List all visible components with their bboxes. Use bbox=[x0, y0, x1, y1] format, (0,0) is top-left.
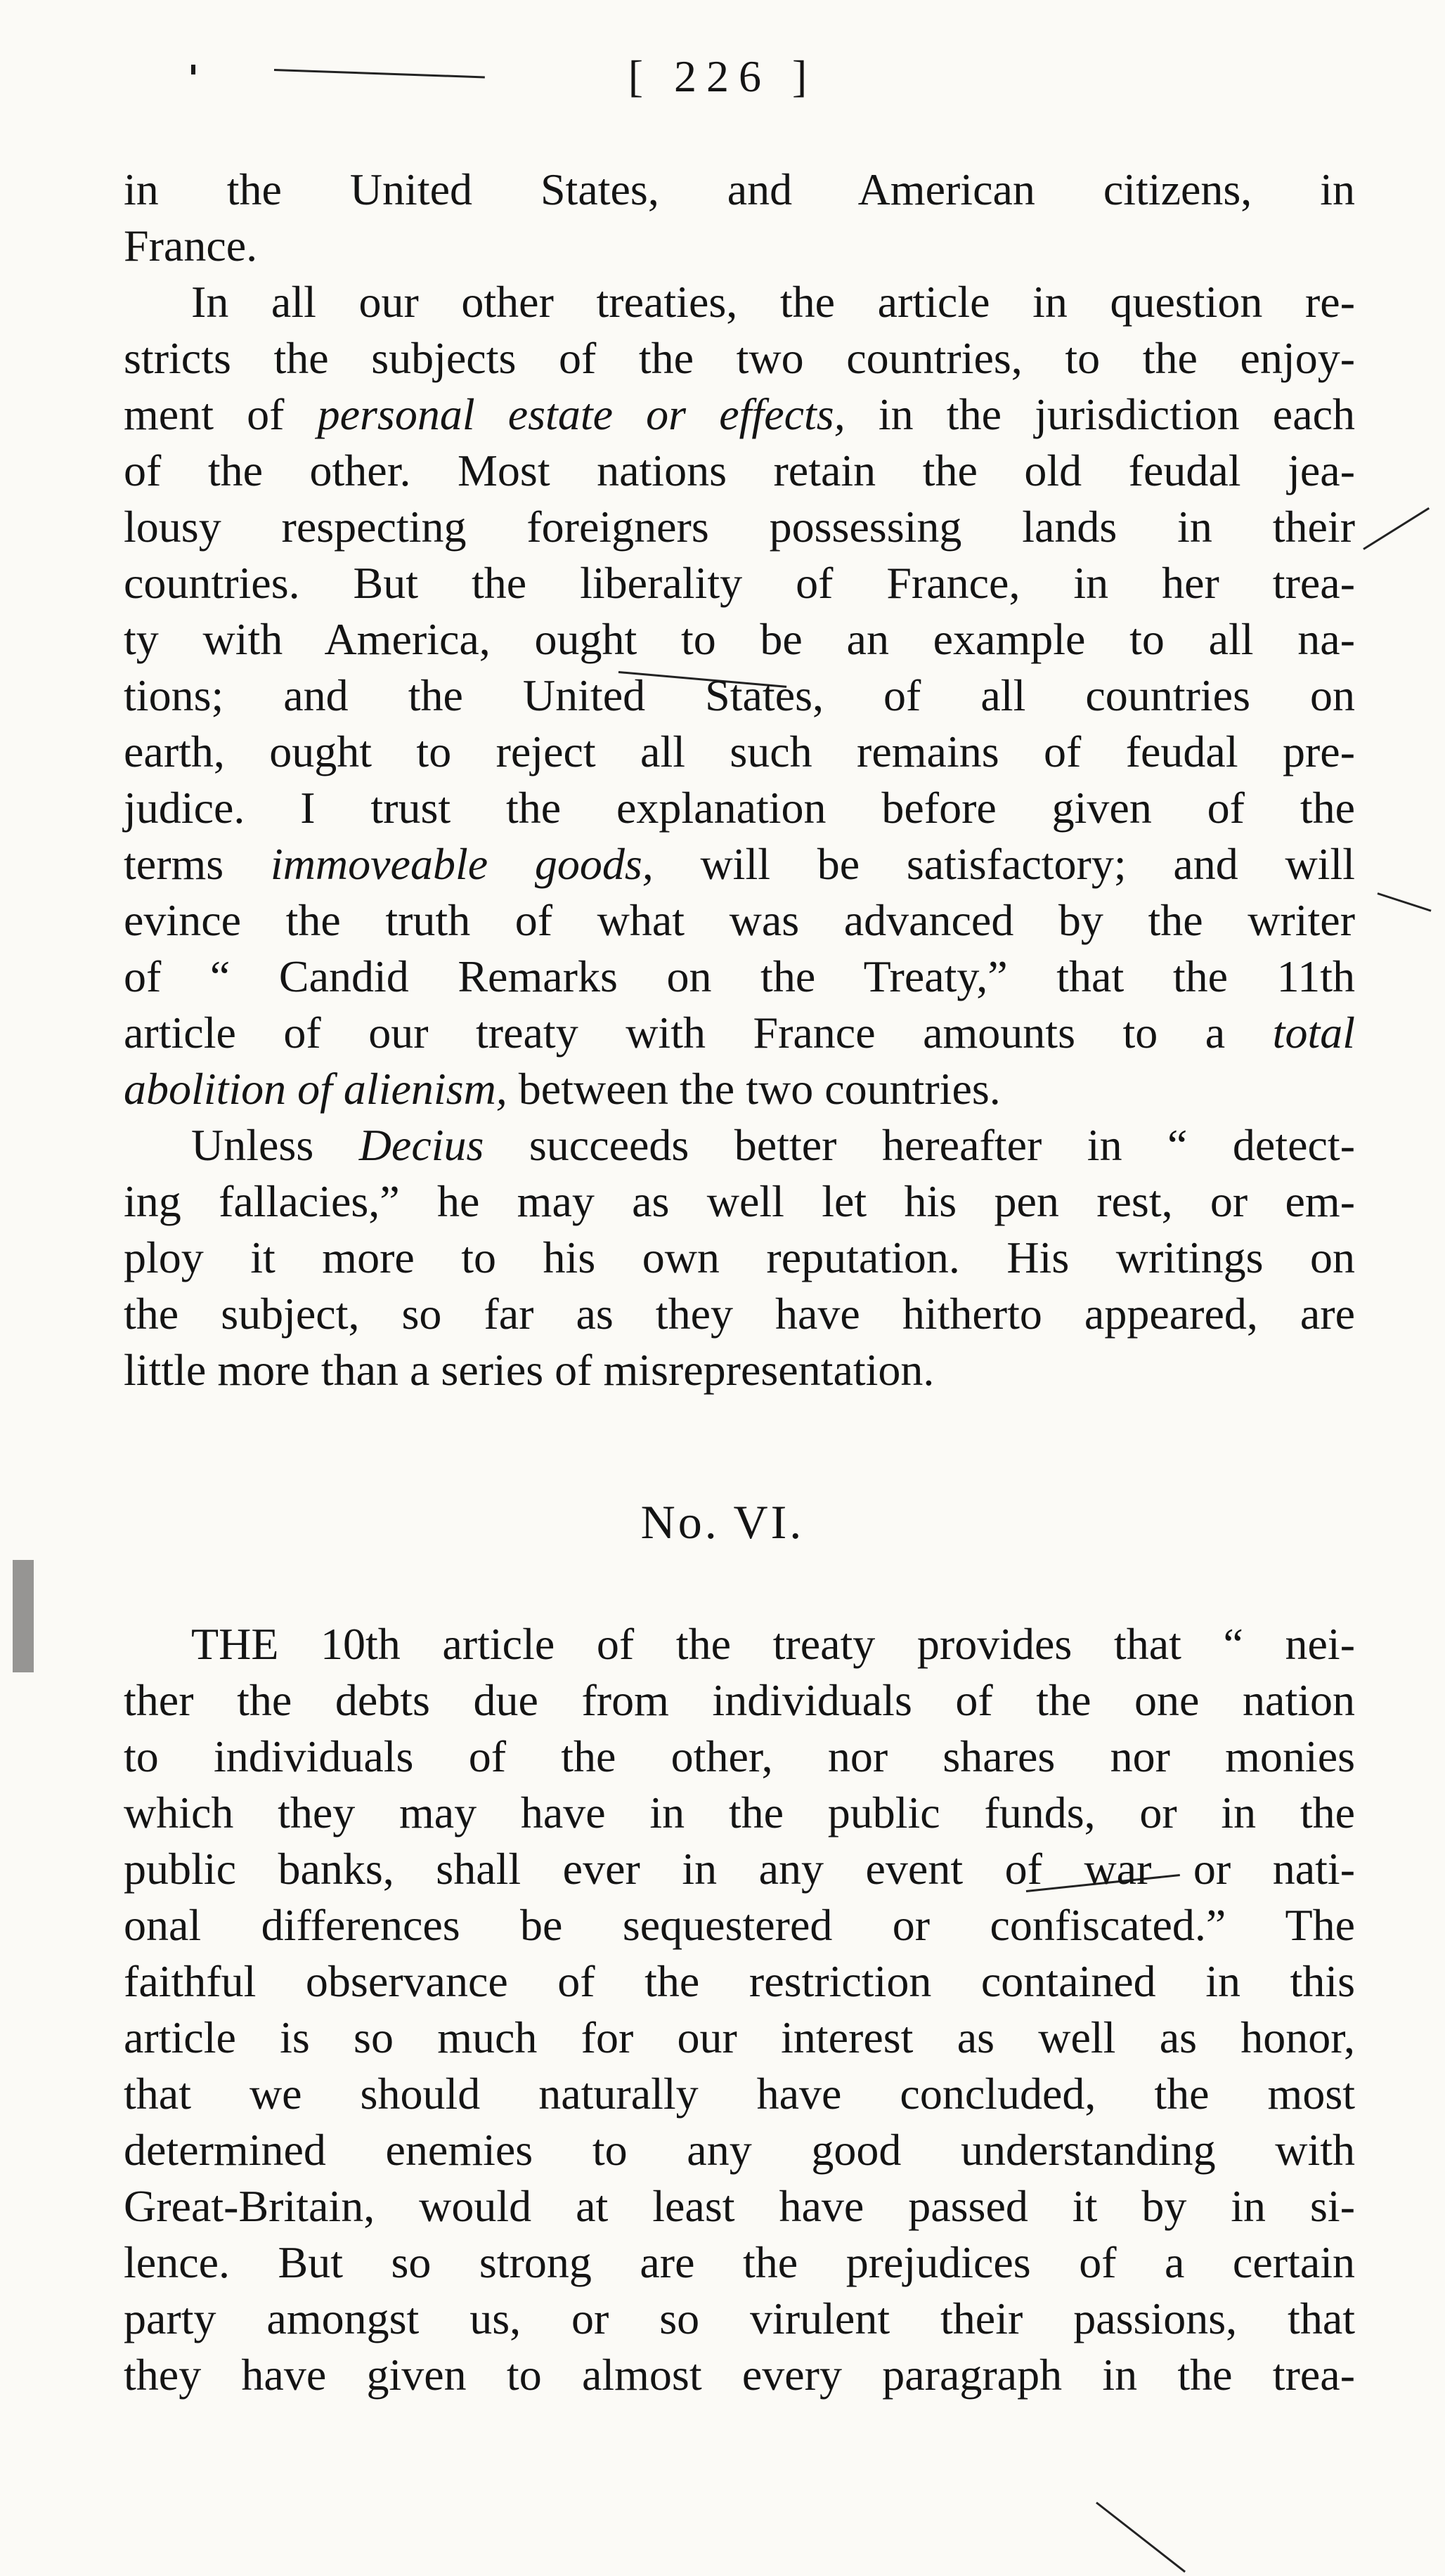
text-line: ploy it more to his own reputation. His writings on bbox=[124, 1232, 1355, 1282]
text-line: to individuals of the other, nor shares nor monies bbox=[124, 1731, 1355, 1781]
text-line: in the United States, and American citizens, in bbox=[124, 164, 1355, 214]
text-line: determined enemies to any good understanding with bbox=[124, 2125, 1355, 2175]
text-line: article of our treaty with France amounts to a total bbox=[124, 1008, 1355, 1058]
text-line: earth, ought to reject all such remains of feudal pre- bbox=[124, 727, 1355, 776]
text-line: terms immoveable goods, will be satisfactory; and will bbox=[124, 839, 1356, 889]
pen-stroke-right-2 bbox=[1378, 892, 1432, 912]
text-line: France. bbox=[124, 221, 258, 271]
section-heading: No. VI. bbox=[640, 1495, 805, 1549]
running-head: [ 226 ] bbox=[628, 51, 817, 101]
text-line: of the other. Most nations retain the old feudal jea- bbox=[124, 445, 1355, 495]
text-line: party amongst us, or so virulent their passions, that bbox=[124, 2294, 1355, 2343]
text-line: of “ Candid Remarks on the Treaty,” that the 11th bbox=[124, 951, 1355, 1001]
text-line: lence. But so strong are the prejudices of a certain bbox=[124, 2237, 1355, 2287]
text-line: In all our other treaties, the article in question re- bbox=[191, 277, 1355, 327]
text-line: little more than a series of misrepresentation. bbox=[124, 1345, 935, 1395]
pen-stroke-bottom bbox=[1096, 2502, 1186, 2572]
text-line: they have given to almost every paragraph in the trea- bbox=[124, 2350, 1355, 2400]
text-line: countries. But the liberality of France, in her trea- bbox=[124, 558, 1355, 608]
text-line: abolition of alienism, between the two countries. bbox=[124, 1064, 1001, 1114]
text-line: that we should naturally have concluded, the most bbox=[124, 2069, 1355, 2119]
text-line: onal differences be sequestered or confiscated.” The bbox=[124, 1900, 1355, 1950]
text-line: ment of personal estate or effects, in the jurisdiction each bbox=[124, 389, 1356, 439]
text-line: stricts the subjects of the two countries, to the enjoy- bbox=[124, 333, 1355, 383]
text-line: THE 10th article of the treaty provides that “ nei- bbox=[191, 1619, 1355, 1669]
text-line: Great-Britain, would at least have passed it by in si- bbox=[124, 2181, 1355, 2231]
text-line: article is so much for our interest as well as honor, bbox=[124, 2012, 1355, 2062]
text-line: Unless Decius succeeds better hereafter in “ detect- bbox=[191, 1120, 1356, 1170]
text-line: ing fallacies,” he may as well let his pen rest, or em- bbox=[124, 1176, 1355, 1226]
text-line: judice. I trust the explanation before given of the bbox=[124, 783, 1355, 833]
text-line: evince the truth of what was advanced by the writer bbox=[124, 895, 1355, 945]
text-line: ty with America, ought to be an example to all na- bbox=[124, 614, 1355, 664]
text-line: lousy respecting foreigners possessing lands in their bbox=[124, 502, 1355, 552]
pen-stroke-right-1 bbox=[1363, 507, 1430, 550]
text-line: which they may have in the public funds, or in the bbox=[124, 1788, 1355, 1837]
margin-speckle bbox=[13, 1560, 34, 1672]
text-line: the subject, so far as they have hitherto appeared, are bbox=[124, 1289, 1355, 1339]
text-line: public banks, shall ever in any event of war or nati- bbox=[124, 1844, 1355, 1894]
text-line: faithful observance of the restriction contained in this bbox=[124, 1956, 1355, 2006]
text-line: tions; and the United States, of all countries on bbox=[124, 670, 1355, 720]
text-line: ther the debts due from individuals of the one nation bbox=[124, 1675, 1355, 1725]
